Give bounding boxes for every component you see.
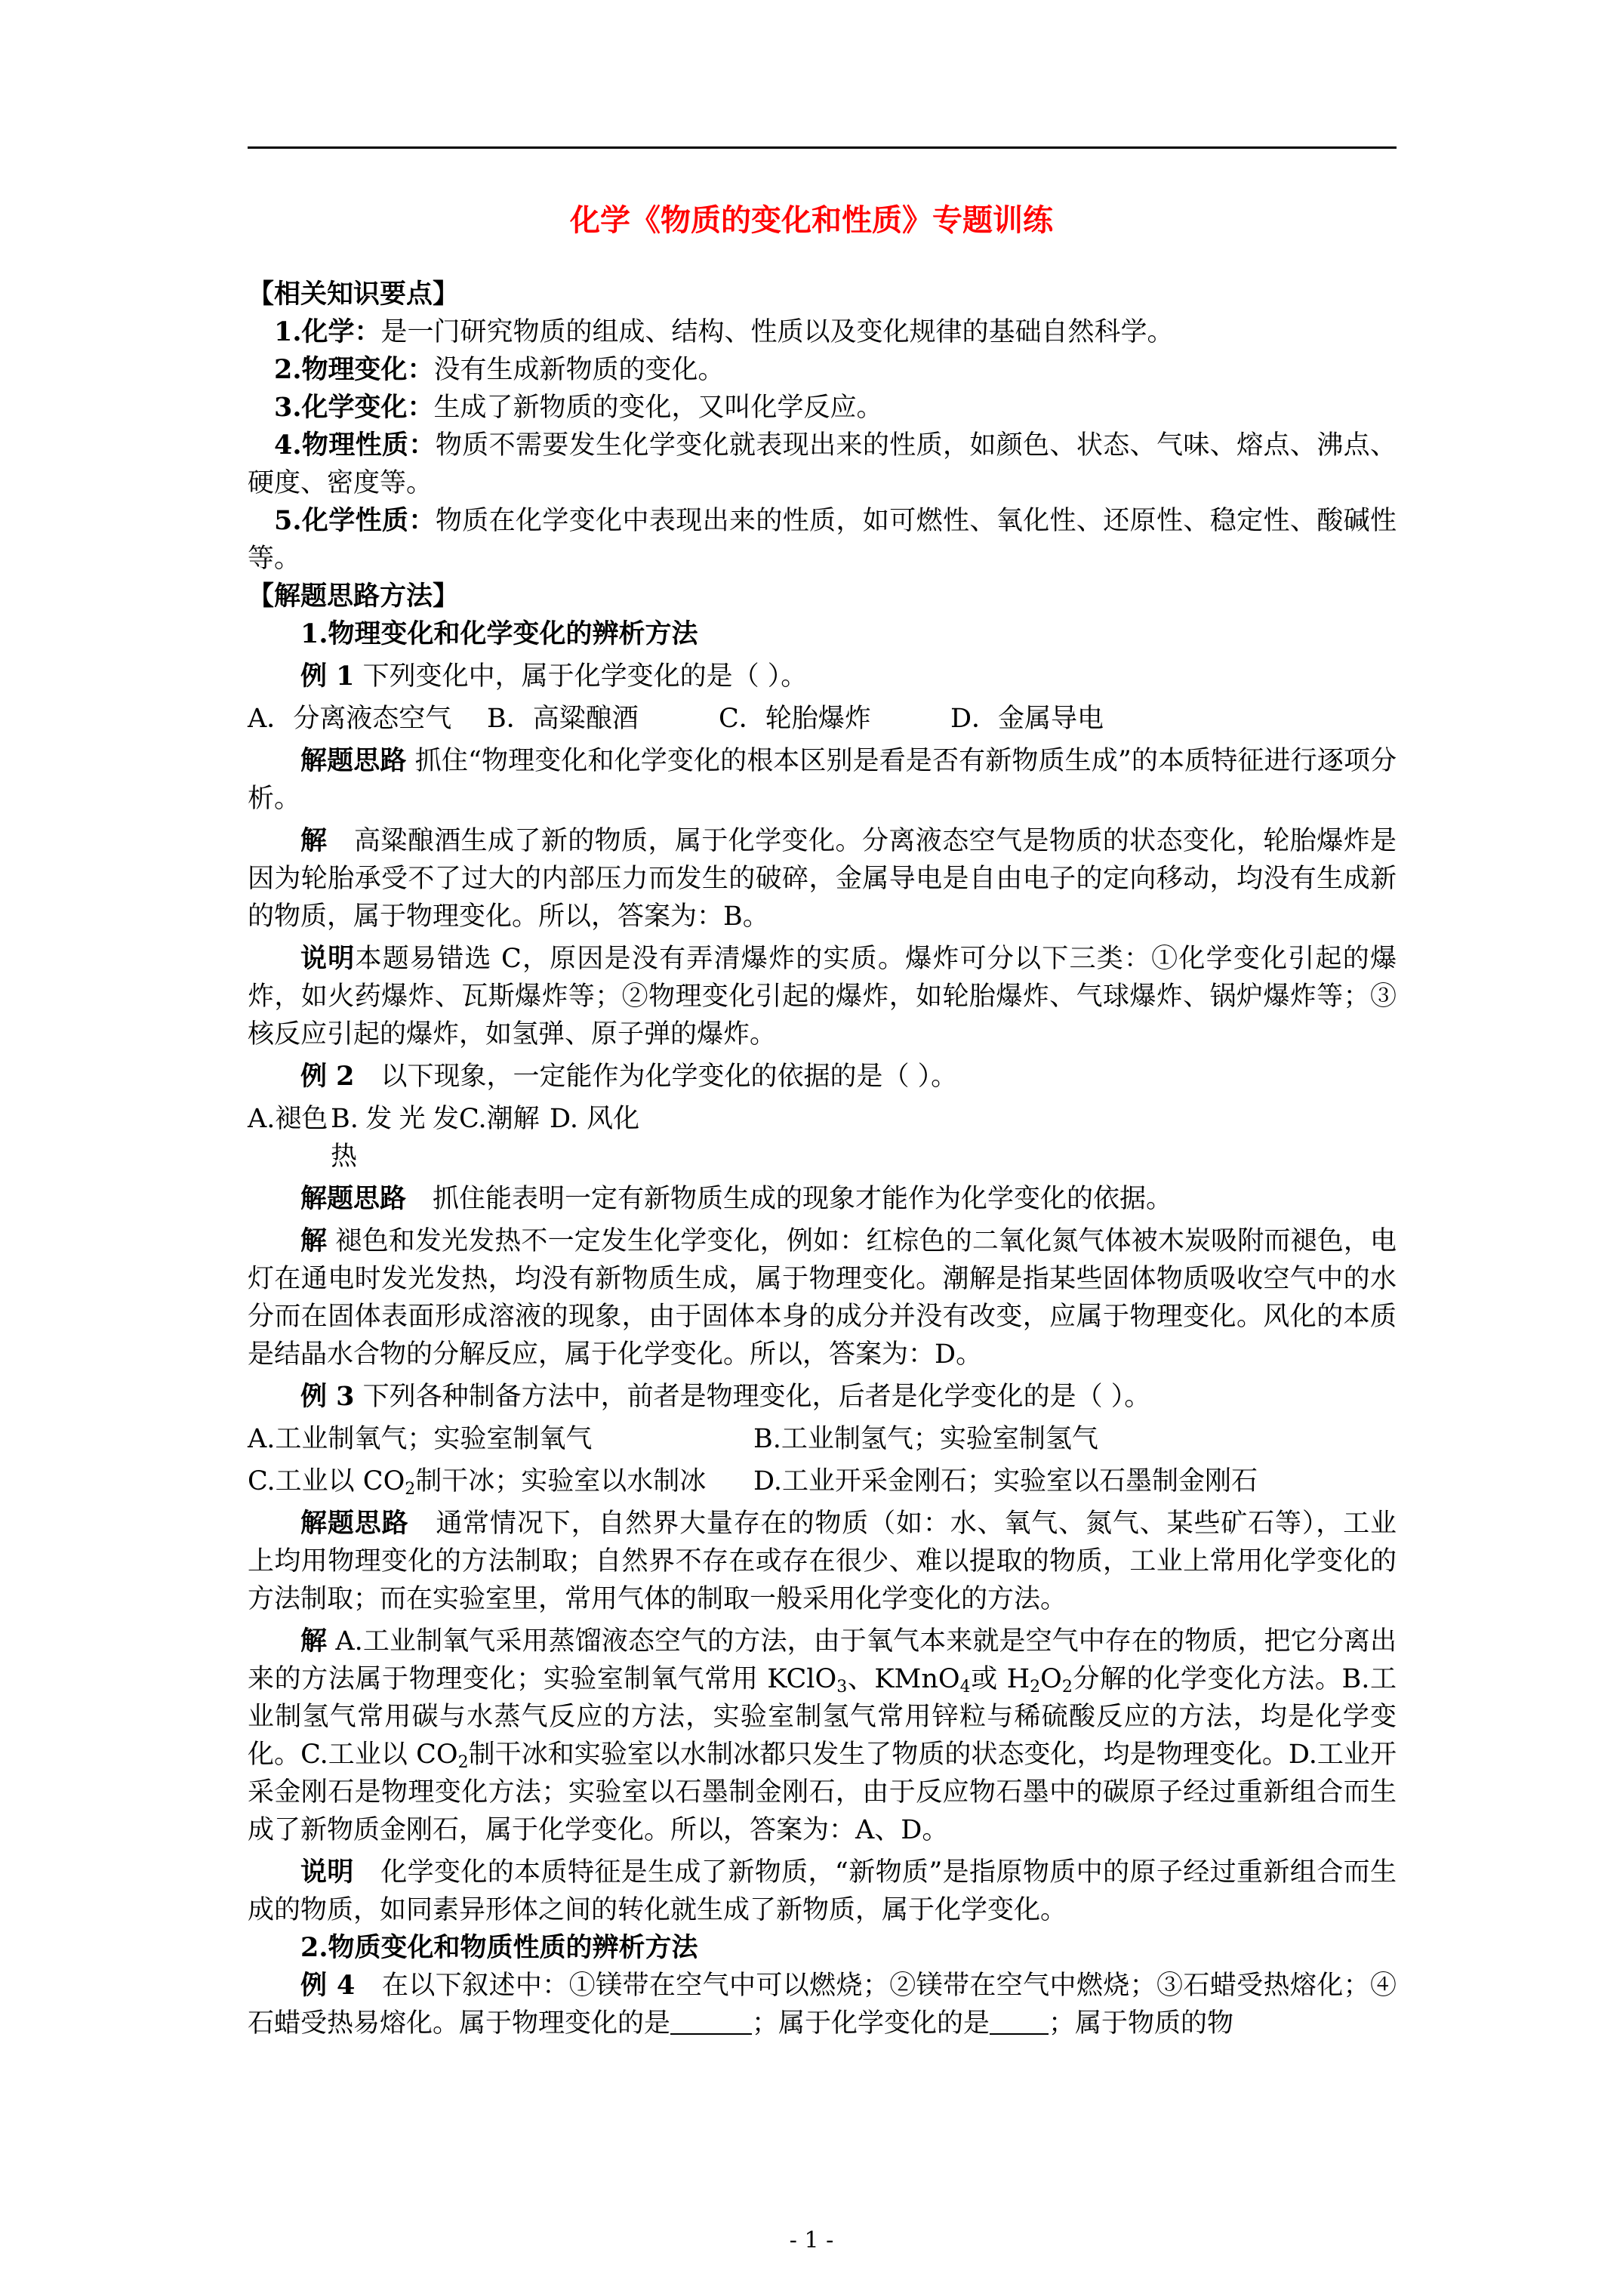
knowledge-point-2: 2.物理变化：没有生成新物质的变化。: [274, 354, 725, 385]
header-rule: [248, 146, 1397, 149]
option-c: C.工业以 $CO_2$制干冰；实验室以水制冰: [248, 1466, 707, 1499]
example-1-answer: 解 高粱酿酒生成了新的物质，属于化学变化。分离液态空气是物质的状态变化，轮胎爆炸是因为轮胎承受不了过大的内部压力而发生的破碎，金属导电是自由电子的定向移动，均没有生成新的物质，属于物理变化。所以，答案为：B。: [248, 825, 1397, 932]
example-2-answer: 解 褪色和发光发热不一定发生化学变化，例如：红棕色的二氧化氮气体被木炭吸附而褪色，电灯在通电时发光发热，均没有新物质生成，属于物理变化。潮解是指某些固体物质吸收空气中的水分而在固体表面形成溶液的现象，由于固体本身的成分并没有改变，应属于物理变化。风化的本质是结晶水合物的分解反应，属于化学变化。所以，答案为：D。: [248, 1225, 1397, 1370]
knowledge-point-5: 5.化学性质：物质在化学变化中表现出来的性质，如可燃性、氧化性、还原性、稳定性、酸碱性等。: [248, 505, 1397, 574]
section-heading-knowledge: 【相关知识要点】: [248, 279, 460, 310]
option-b: B.发光发热: [331, 1104, 459, 1172]
example-3-thinking: 解题思路 通常情况下，自然界大量存在的物质（如：水、氧气、氮气、某些矿石等），工业上均用物理变化的方法制取；自然界不存在或存在很少、难以提取的物质，工业上常用化学变化的方法制取；而在实验室里，常用气体的制取一般采用化学变化的方法。: [248, 1508, 1397, 1614]
example-3-question: 例 3 下列各种制备方法中，前者是物理变化，后者是化学变化的是（ ）。: [300, 1381, 1151, 1412]
document-body: [248, 276, 1397, 2042]
example-1-question: 例 1 下列变化中，属于化学变化的是（ ）。: [300, 661, 808, 692]
option-d: D．金属导电: [950, 704, 1104, 734]
example-2-options: [248, 1100, 1397, 1176]
option-b: B.工业制氢气；实验室制氢气: [753, 1424, 1098, 1454]
example-3-options-cd: [248, 1462, 1397, 1500]
option-b: B．高粱酿酒: [487, 704, 639, 734]
answer-blank[interactable]: [990, 2011, 1049, 2035]
example-3-note: 说明 化学变化的本质特征是生成了新物质，“新物质”是指原物质中的原子经过重新组合而生成的物质，如同素异形体之间的转化就生成了新物质，属于化学变化。: [248, 1857, 1397, 1925]
option-d: D.工业开采金刚石；实验室以石墨制金刚石: [753, 1466, 1258, 1496]
knowledge-point-1: 1.化学：是一门研究物质的组成、结构、性质以及变化规律的基础自然科学。: [274, 316, 1174, 347]
example-1-options: [248, 700, 1397, 738]
answer-blank[interactable]: [670, 2011, 752, 2035]
method-heading-1: 1.物理变化和化学变化的辨析方法: [300, 618, 698, 649]
example-3-options-ab: [248, 1420, 1397, 1458]
example-4-question: 例 4 在以下叙述中：①镁带在空气中可以燃烧；②镁带在空气中燃烧；③石蜡受热熔化；④石蜡受热易熔化。属于物理变化的是 ；属于化学变化的是 ；属于物质的物: [248, 1970, 1397, 2039]
example-2-question: 例 2 以下现象，一定能作为化学变化的依据的是（ ）。: [300, 1061, 958, 1092]
option-a: A.工业制氧气；实验室制氧气: [248, 1424, 593, 1454]
option-c: C.潮解: [459, 1104, 540, 1134]
option-d: D. 风化: [550, 1104, 640, 1134]
example-1-thinking: 解题思路 抓住“物理变化和化学变化的根本区别是看是否有新物质生成”的本质特征进行逐项分析。: [248, 745, 1397, 814]
page-title: 化学《物质的变化和性质》专题训练: [570, 202, 1053, 238]
page-number: - 1 -: [789, 2227, 834, 2254]
knowledge-point-3: 3.化学变化：生成了新物质的变化，又叫化学反应。: [274, 392, 883, 423]
option-a: A.褪色: [248, 1104, 328, 1134]
example-2-thinking: 解题思路 抓住能表明一定有新物质生成的现象才能作为化学变化的依据。: [300, 1183, 1173, 1214]
knowledge-point-4: 4.物理性质：物质不需要发生化学变化就表现出来的性质，如颜色、状态、气味、熔点、沸点、硬度、密度等。: [248, 430, 1397, 498]
option-c: C．轮胎爆炸: [719, 704, 871, 734]
example-1-note: 说明本题易错选 C，原因是没有弄清爆炸的实质。爆炸可分以下三类：①化学变化引起的爆炸，如火药爆炸、瓦斯爆炸等；②物理变化引起的爆炸，如轮胎爆炸、气球爆炸、锅炉爆炸等；③核反应引起的爆炸，如氢弹、原子弹的爆炸。: [248, 943, 1397, 1049]
method-heading-2: 2.物质变化和物质性质的辨析方法: [300, 1932, 698, 1963]
example-3-answer: 解 A.工业制氧气采用蒸馏液态空气的方法，由于氧气本来就是空气中存在的物质，把它分离出来的方法属于物理变化；实验室制氧气常用 KClO$_3$、KMnO$_4$或 $H_2O_2$分解的化学变化方法。B.工业制氢气常用碳与水蒸气反应的方法，实验室制氢气常用锌粒与稀硫酸反应的方法，均是化学变化。C.工业以 $CO_2$制干冰和实验室以水制冰都只发生了物质的状态变化，均是物理变化。D.工业开采金刚石是物理变化方法；实验室以石墨制金刚石，由于反应物石墨中的碳原子经过重新组合而生成了新物质金刚石，属于化学变化。所以，答案为：A、D。: [248, 1626, 1397, 1845]
option-a: A．分离液态空气: [248, 704, 452, 734]
section-heading-methods: 【解题思路方法】: [248, 581, 460, 612]
